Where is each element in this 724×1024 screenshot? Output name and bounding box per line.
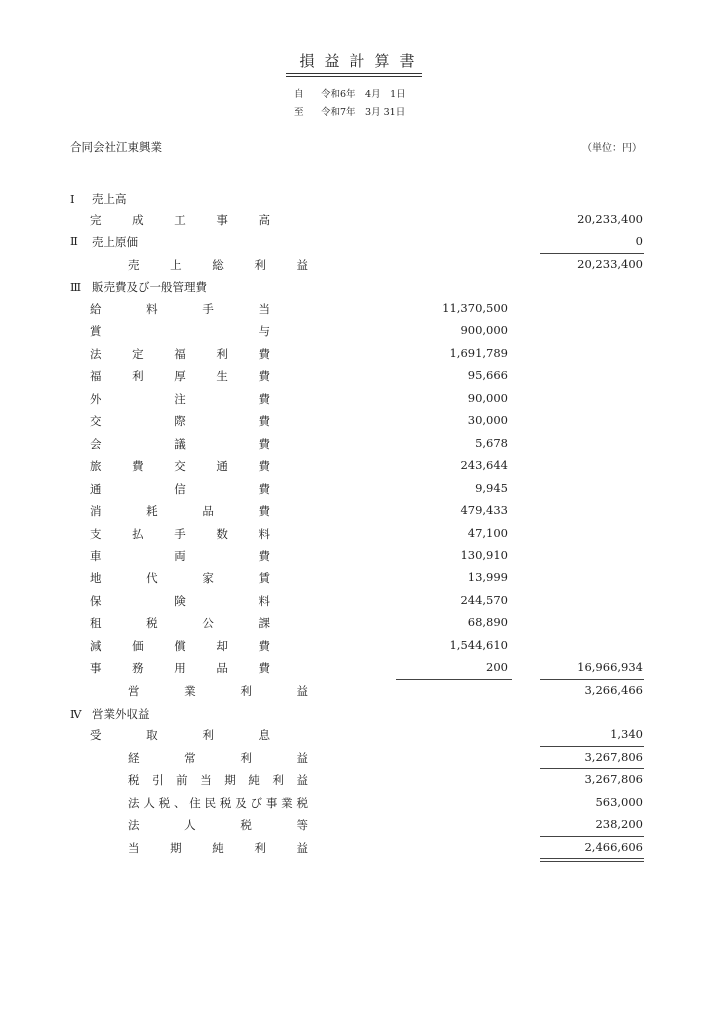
section-cogs xyxy=(70,234,138,250)
sga-item-label: 福 利 厚 生 費 xyxy=(90,369,270,384)
sga-item-row xyxy=(0,503,724,525)
sga-item-value: 479,433 xyxy=(460,503,508,518)
section-label: 売上高 xyxy=(92,192,127,206)
row-label: 法 人 税 等 xyxy=(128,818,308,832)
sga-item-value: 30,000 xyxy=(467,413,508,428)
company-name: 合同会社江東興業 xyxy=(70,140,162,154)
row-label: 法 人 税 、 住 民 税 及 び 事 業 税 xyxy=(128,796,308,810)
sga-item-row xyxy=(0,346,724,368)
row-label: 営 業 利 益 xyxy=(128,684,308,698)
row-pretax-income xyxy=(0,772,724,794)
sga-item-row xyxy=(0,548,724,570)
section-number: Ⅰ xyxy=(70,192,75,206)
sga-item-label: 会 議 費 xyxy=(90,436,270,451)
sga-item-label: 賞 与 xyxy=(90,324,270,339)
sga-item-label: 消 耗 品 費 xyxy=(90,504,270,519)
sga-item-row xyxy=(0,391,724,413)
section-sales xyxy=(70,191,127,207)
sga-item-label: 事 務 用 品 費 xyxy=(90,661,270,676)
section-number: Ⅳ xyxy=(70,707,82,721)
row-value: 20,233,400 xyxy=(577,212,643,226)
sga-item-value: 1,544,610 xyxy=(449,637,508,652)
sga-item-value: 11,370,500 xyxy=(442,301,508,315)
row-label: 完 成 工 事 高 xyxy=(90,213,270,227)
sga-item-row xyxy=(0,323,724,345)
sga-item-label: 支 払 手 数 料 xyxy=(90,526,270,541)
rule-net-double-1 xyxy=(540,858,644,859)
row-value: 1,340 xyxy=(610,727,643,741)
page-title: 損益計算書 xyxy=(299,52,425,70)
sga-item-label: 地 代 家 賃 xyxy=(90,571,270,586)
sga-item-row xyxy=(0,481,724,503)
sga-item-label: 通 信 費 xyxy=(90,481,270,496)
row-value: 20,233,400 xyxy=(577,257,643,271)
row-value: 3,267,806 xyxy=(584,772,643,786)
sga-item-label: 減 価 償 却 費 xyxy=(90,638,270,653)
period-to-date: 令和7年 3月 31日 xyxy=(321,107,406,118)
row-label: 売 上 総 利 益 xyxy=(128,258,308,272)
sga-item-row xyxy=(0,436,724,458)
rule-sga-sub xyxy=(396,679,512,680)
row-label: 税 引 前 当 期 純 利 益 xyxy=(128,773,308,787)
sga-item-row xyxy=(0,301,724,323)
sga-item-value: 243,644 xyxy=(460,458,508,473)
rule-sga-total xyxy=(540,679,644,680)
sga-item-row xyxy=(0,458,724,480)
row-label: 経 常 利 益 xyxy=(128,751,308,765)
row-value: 0 xyxy=(635,234,643,248)
sga-item-label: 給 料 手 当 xyxy=(90,302,270,316)
sga-item-row xyxy=(0,615,724,637)
sga-item-label: 交 際 費 xyxy=(90,414,270,429)
title-underline xyxy=(286,73,422,74)
sga-item-value: 47,100 xyxy=(467,525,508,540)
unit-label: （単位：円） xyxy=(582,143,642,154)
sga-item-value: 95,666 xyxy=(467,368,508,383)
row-value: 3,267,806 xyxy=(584,750,643,764)
row-value: 563,000 xyxy=(595,795,643,809)
sga-item-value: 244,570 xyxy=(460,592,508,607)
sga-item-value: 68,890 xyxy=(467,615,508,630)
section-label: 売上原価 xyxy=(92,235,138,249)
period-from-date: 令和6年 4月 1日 xyxy=(321,89,406,100)
rule-cogs xyxy=(540,253,644,254)
sga-item-row xyxy=(0,570,724,592)
sga-item-label: 旅 費 交 通 費 xyxy=(90,459,270,474)
sga-item-row xyxy=(0,593,724,615)
row-operating-income xyxy=(0,683,724,705)
row-label: 受 取 利 息 xyxy=(90,728,270,742)
sga-item-value: 90,000 xyxy=(467,390,508,405)
section-number: Ⅲ xyxy=(70,280,82,294)
sga-item-row xyxy=(0,368,724,390)
row-sales xyxy=(0,212,724,234)
sga-item-row xyxy=(0,526,724,548)
sga-item-row xyxy=(0,413,724,435)
section-sga xyxy=(70,279,207,295)
period-from-label: 自 xyxy=(294,89,304,100)
title-underline-2 xyxy=(286,76,422,77)
row-income-taxes xyxy=(0,795,724,817)
sga-item-value: 130,910 xyxy=(460,547,508,562)
rule-tax xyxy=(540,836,644,837)
rule-ordinary xyxy=(540,768,644,769)
sga-item-value: 5,678 xyxy=(475,435,508,450)
period-to-label: 至 xyxy=(294,107,304,118)
sga-item-value: 13,999 xyxy=(467,570,508,585)
row-value: 2,466,606 xyxy=(584,840,643,854)
row-value: 16,966,934 xyxy=(577,660,643,674)
row-gross-profit xyxy=(0,257,724,279)
sga-item-value: 1,691,789 xyxy=(449,345,508,360)
sga-item-label: 外 注 費 xyxy=(90,391,270,406)
section-label: 営業外収益 xyxy=(92,707,150,721)
sga-item-row xyxy=(0,638,724,660)
row-value: 3,266,466 xyxy=(584,683,643,697)
rule-interest xyxy=(540,746,644,747)
sga-item-value: 200 xyxy=(486,660,508,675)
sga-item-label: 保 険 料 xyxy=(90,593,270,608)
sga-item-label: 法 定 福 利 費 xyxy=(90,346,270,361)
row-value: 238,200 xyxy=(595,817,643,831)
rule-net-double-2 xyxy=(540,861,644,862)
sga-item-value: 900,000 xyxy=(460,323,508,338)
section-nonop xyxy=(70,706,150,722)
section-number: Ⅱ xyxy=(70,234,78,248)
sga-item-label: 車 両 費 xyxy=(90,548,270,563)
sga-item-label: 租 税 公 課 xyxy=(90,616,270,631)
section-label: 販売費及び一般管理費 xyxy=(92,280,207,294)
row-label: 当 期 純 利 益 xyxy=(128,841,308,855)
sga-item-value: 9,945 xyxy=(475,480,508,495)
